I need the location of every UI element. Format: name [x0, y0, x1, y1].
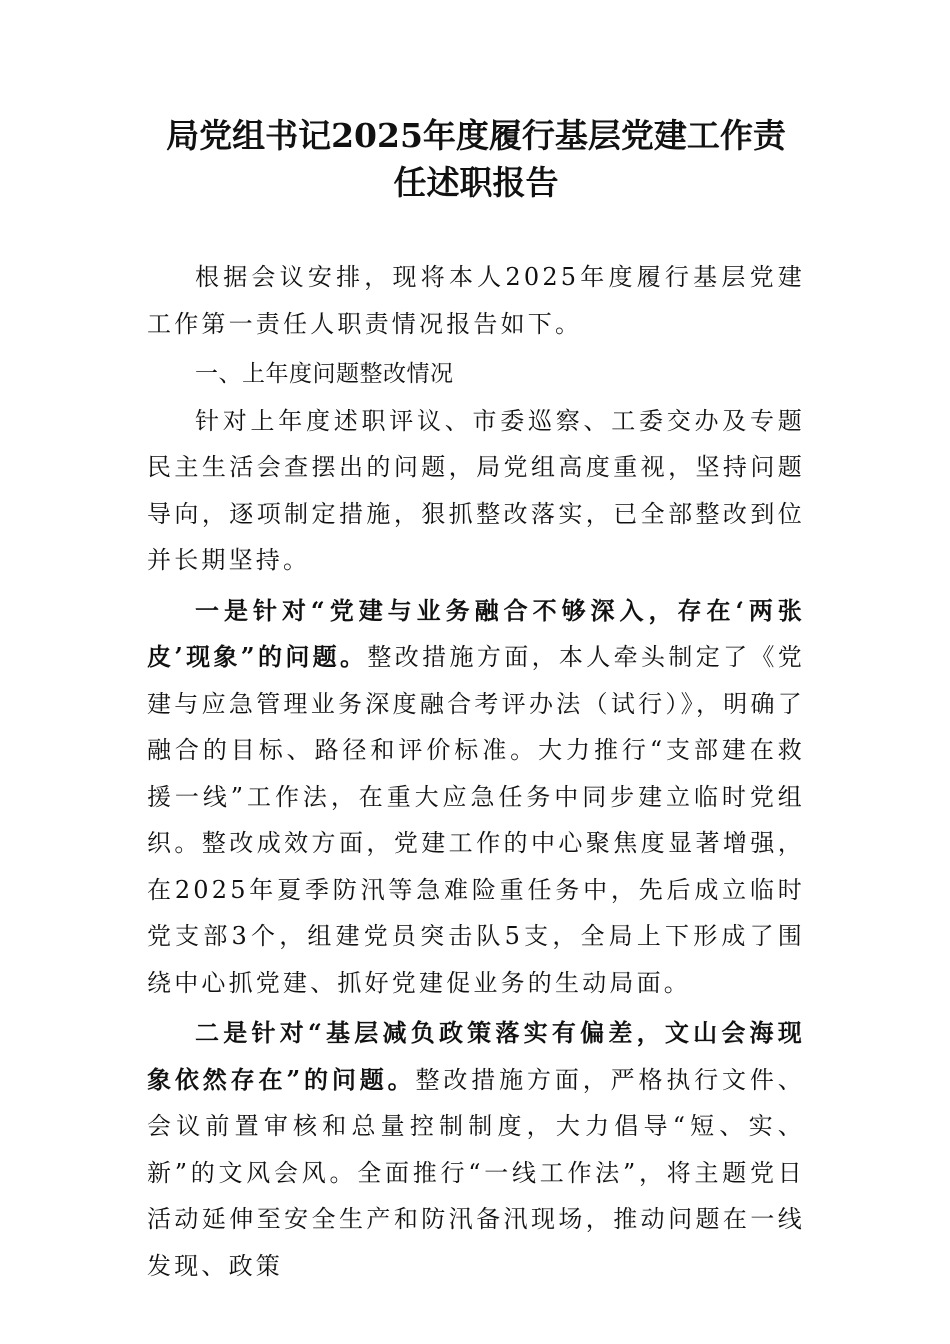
document-body: [147, 254, 805, 1289]
item-2-paragraph: [147, 1010, 805, 1289]
item-1-lead: 一是针对“党建与业务融合不够深入，存在‘两张皮’现象”的问题。: [147, 595, 805, 671]
item-2-lead: 二是针对“基层减负政策落实有偏差，文山会海现象依然存在”的问题。: [147, 1018, 805, 1094]
title-line-2: 任述职报告: [393, 163, 559, 202]
document-title: [147, 112, 805, 206]
intro-paragraph: 根据会议安排，现将本人2025年度履行基层党建工作第一责任人职责情况报告如下。: [147, 263, 805, 338]
item-2-body: 整改措施方面，严格执行文件、会议前置审核和总量控制制度，大力倡导“短、实、新”的文风会风。全面推行“一线工作法”，将主题党日活动延伸至安全生产和防汛备汛现场，推动问题在一线发现、政策: [147, 1065, 805, 1280]
item-1-paragraph: [147, 588, 805, 1007]
item-1-body: 整改措施方面，本人牵头制定了《党建与应急管理业务深度融合考评办法（试行）》，明确了融合的目标、路径和评价标准。大力推行“支部建在救援一线”工作法，在重大应急任务中同步建立临时党组织。整改成效方面，党建工作的中心聚焦度显著增强，在2025年夏季防汛等急难险重任务中，先后成立临时党支部3个，组建党员突击队5支，全局上下形成了围绕中心抓党建、抓好党建促业务的生动局面。: [147, 643, 805, 997]
section-1-paragraph: 针对上年度述职评议、市委巡察、工委交办及专题民主生活会查摆出的问题，局党组高度重视，坚持问题导向，逐项制定措施，狠抓整改落实，已全部整改到位并长期坚持。: [147, 406, 805, 574]
section-1-heading: 一、上年度问题整改情况: [195, 361, 454, 387]
title-line-1: 局党组书记2025年度履行基层党建工作责: [166, 116, 786, 155]
